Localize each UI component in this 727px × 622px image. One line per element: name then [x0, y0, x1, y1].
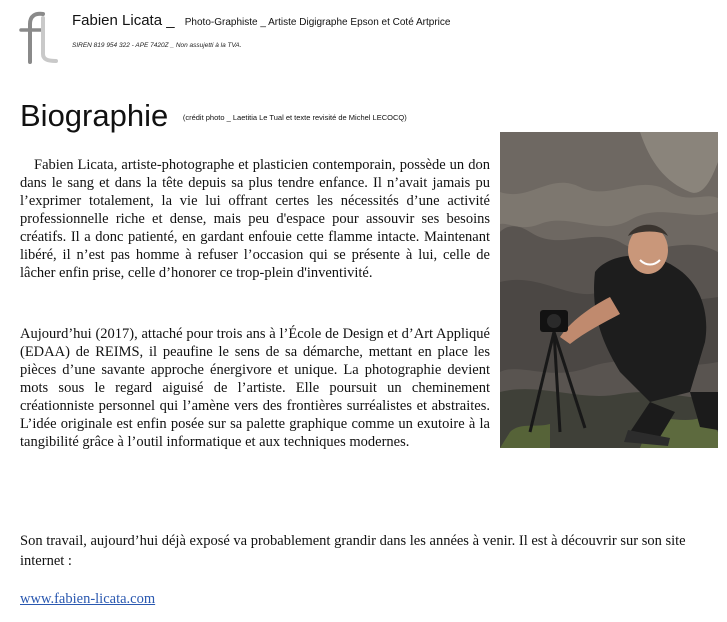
artist-subtitle: Photo-Graphiste _ Artiste Digigraphe Epson et Coté Artprice: [184, 17, 451, 28]
photo-credit: (crédit photo _ Laetitia Le Tual et texte revisité de Michel LECOCQ): [182, 113, 407, 123]
section-title: Biographie: [20, 98, 169, 133]
logo-icon: [10, 8, 60, 64]
artist-photo: [500, 132, 718, 448]
header-title: [72, 12, 450, 29]
bio-paragraph-2: Aujourd’hui (2017), attaché pour trois ans à l’École de Design et d’Art Appliqué (EDAA) de REIMS, il peaufine le sens de sa démarche, mettant en place les pièces d’une savante approche énergivore et unique. La photographie devient mots sous le regard aiguisé de l’artiste. Elle poursuit un cheminement créationniste personnel qui l’amène vers des frontières surréalistes et abstraites. L’idée originale est enfin posée sur sa palette graphique comme un exutoire à la tangibilité grâce à l’outil informatique et aux techniques modernes.: [20, 326, 490, 450]
section-heading: [20, 100, 407, 131]
siren-info: SIREN 819 954 322 - APE 7420Z _ Non assujetti à la TVA.: [72, 42, 242, 49]
bio-paragraph-3: Son travail, aujourd’hui déjà exposé va probablement grandir dans les années à venir. Il est à découvrir sur son site internet :: [20, 533, 686, 569]
artist-name: Fabien Licata _: [72, 12, 175, 29]
bio-paragraph-1: Fabien Licata, artiste-photographe et plasticien contemporain, possède un don dans le sang et dans la tête depuis sa plus tendre enfance. Il n’avait jamais pu l’exprimer totalement, la vie lui offrant certes les nécessités d’une activité professionnelle riche et dense, mais peu d'espace pour assouvir ses besoins créatifs. Il a donc patienté, en gardant enfouie cette flamme intacte. Maintenant libéré, il n’est pas homme à refuser l’occasion qui se présente à lui, celle de lâcher enfin prise, celle d’honorer ce trop-plein d'inventivité.: [20, 157, 490, 281]
website-link[interactable]: www.fabien-licata.com: [20, 591, 156, 607]
